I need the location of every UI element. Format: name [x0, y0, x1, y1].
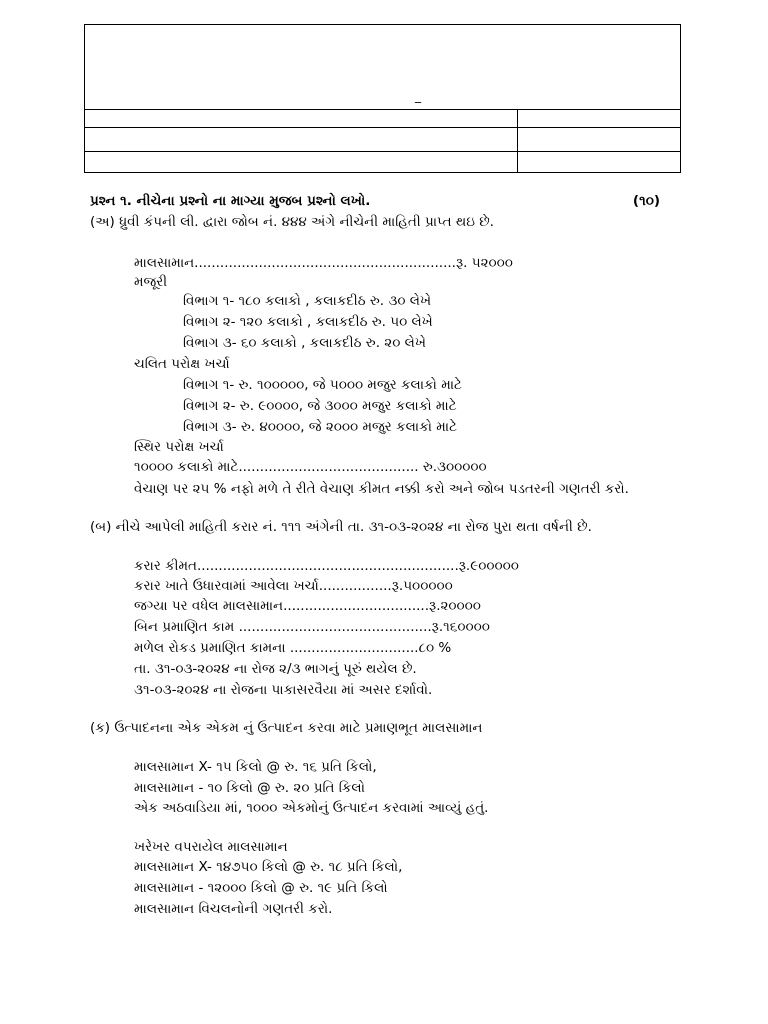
header-column-divider: [517, 109, 518, 172]
header-divider: [85, 109, 680, 110]
part-c-actual-heading: ખરેખર વપરાયેલ માલસામાન: [134, 839, 288, 855]
part-c-standard-line: એક અઠવાડિયા માં, ૧૦૦૦ એકમોનું ઉત્પાદન કરવામાં આવ્યું હતું.: [134, 800, 489, 816]
part-a-fixed-line: ૧૦૦૦૦ કલાકો માટે.......................................... રુ.૩૦૦૦૦૦: [134, 459, 487, 475]
part-c-actual-line: માલસામાન - ૧૨૦૦૦ કિલો @ રુ. ૧૯ પ્રતિ કિલો: [134, 880, 388, 896]
part-a-variable-heading: ચલિત પરોક્ષ ખર્ચા: [134, 356, 230, 372]
part-a-materials: માલસામાન.............................................................રૂ. ૫૨૦૦૦: [134, 255, 513, 271]
part-a-labour-line: વિભાગ ૧- ૧૮૦ કલાકો , કલાકદીઠ રુ. ૩૦ લેખે: [183, 293, 432, 309]
part-b-line: કરાર ખાતે ઉધારવામાં આવેલા ખર્ચા.................રૂ.૫૦૦૦૦૦: [134, 578, 453, 594]
part-c-actual-line: માલસામાન વિચલનોની ગણતરી કરો.: [134, 901, 333, 917]
part-a-intro: (અ) ધ્રુવી કંપની લી. દ્વારા જોબ નં. ૪૪૪ અંગે નીચેની માહિતી પ્રાપ્ત થઇ છે.: [90, 214, 494, 230]
part-b-line: બિન પ્રમાણિત કામ .............................................રૂ.૧૬૦૦૦૦: [134, 619, 490, 635]
part-b-line: તા. ૩૧-૦૩-૨૦૨૪ ના રોજ ૨/૩ ભાગનું પૂરું થયેલ છે.: [134, 661, 417, 677]
header-divider: [85, 151, 680, 152]
part-a-labour-line: વિભાગ ૩- ૬૦ કલાકો , કલાકદીઠ રુ. ૨૦ લેખે: [183, 335, 426, 351]
part-c-standard-line: માલસામાન X- ૧૫ કિલો @ રુ. ૧૬ પ્રતિ કિલો,: [134, 759, 377, 775]
part-a-variable-line: વિભાગ ૩- રુ. ૪૦૦૦૦, જે ૨૦૦૦ મજુર કલાકો માટે: [183, 419, 457, 435]
part-b-line: મળેલ રોકડ પ્રમાણિત કામના ..............................૮૦ %: [134, 640, 452, 656]
part-c-standard-line: માલસામાન - ૧૦ કિલો @ રુ. ૨૦ પ્રતિ કિલો: [134, 780, 365, 796]
part-c-actual-line: માલસામાન X- ૧૪૭૫૦ કિલો @ રુ. ૧૮ પ્રતિ કિલો,: [134, 859, 403, 875]
question-title: પ્રશ્ન ૧. નીચેના પ્રશ્નો ના માગ્યા મુજબ પ્રશ્નો લખો.: [90, 193, 371, 209]
part-a-labour-heading: મજૂરી: [134, 274, 168, 290]
part-a-variable-line: વિભાગ ૧- રુ. ૧૦૦૦૦૦, જે ૫૦૦૦ મજુર કલાકો માટે: [183, 377, 462, 393]
part-a-variable-line: વિભાગ ૨- રુ. ૯૦૦૦૦, જે ૩૦૦૦ મજુર કલાકો માટે: [183, 398, 457, 414]
header-divider: [85, 127, 680, 128]
part-b-intro: (બ) નીચે આપેલી માહિતી કરાર નં. ૧૧૧ અંગેની તા. ૩૧-૦૩-૨૦૨૪ ના રોજ પુરા થતા વર્ષની છે.: [90, 519, 592, 535]
header-title-mark: _: [415, 89, 421, 103]
part-a-instruction: વેચાણ પર ૨૫ % નફો મળે તે રીતે વેચાણ કીમત નક્કી કરો અને જોબ પડતરની ગણતરી કરો.: [134, 481, 629, 497]
part-b-line: કરાર કીમત.............................................................રૂ.૯૦૦૦૦૦: [134, 558, 519, 574]
question-marks: (૧૦): [632, 193, 660, 209]
header-title-area: [85, 25, 680, 109]
part-a-labour-line: વિભાગ ૨- ૧૨૦ કલાકો , કલાકદીઠ રુ. ૫૦ લેખે: [183, 314, 433, 330]
part-b-line: જગ્યા પર વધેલ માલસામાન..................................રૂ.૨૦૦૦૦: [134, 598, 481, 614]
part-a-fixed-heading: સ્થિર પરોક્ષ ખર્ચા: [134, 439, 224, 455]
question-heading: [90, 193, 668, 209]
exam-header-box: [84, 24, 681, 173]
part-b-line: ૩૧-૦૩-૨૦૨૪ ના રોજના પાકાસરવૈયા માં અસર દર્શાવો.: [134, 682, 433, 698]
part-c-intro: (ક) ઉત્પાદનના એક એકમ નું ઉત્પાદન કરવા માટે પ્રમાણભૂત માલસામાન: [90, 720, 483, 736]
